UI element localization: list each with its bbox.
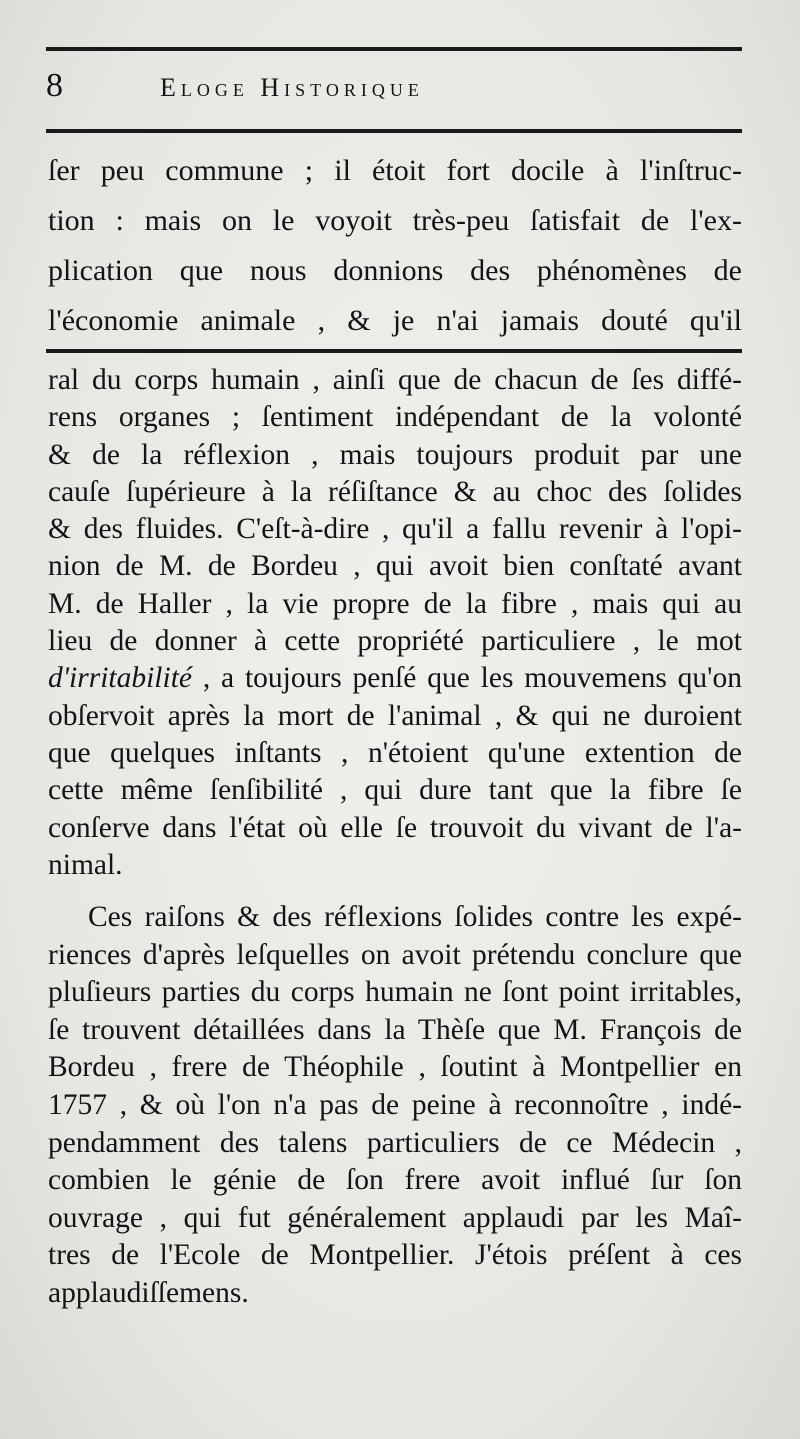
text-line: M. de Haller , la vie propre de la fibre , mais qui au — [48, 587, 742, 620]
page-number: 8 — [46, 67, 63, 104]
text-line: que quelques inſtants , n'étoient qu'une extention de — [48, 736, 742, 769]
text-line: rens organes ; ſentiment indépendant de la volonté — [48, 401, 742, 434]
text-line: & des fluides. C'eſt-à-dire , qu'il a fallu revenir à l'opi- — [48, 513, 742, 546]
text-line: lieu de donner à cette propriété particuliere , le mot — [48, 625, 742, 658]
text-line: l'économie animale , & je n'ai jamais douté qu'il — [48, 304, 742, 337]
text-line: nion de M. de Bordeu , qui avoit bien conſtaté avant — [48, 550, 742, 583]
paragraph-2 — [48, 899, 742, 1313]
text-line: pendamment des talens particuliers de ce Médecin , — [48, 1126, 742, 1159]
text-line: ral du corps humain , ainſi que de chacun de ſes diffé- — [48, 364, 742, 396]
text-line: ouvrage , qui fut généralement applaudi par les Maî- — [48, 1201, 742, 1234]
running-title: Eloge Historique — [160, 73, 424, 102]
text-line: cauſe ſupérieure à la réſiſtance & au choc des ſolides — [48, 475, 742, 508]
text-line: & de la réflexion , mais toujours produit par une — [48, 438, 742, 471]
italic-term: d'irritabilité — [48, 662, 192, 695]
text-line: nimal. — [48, 848, 123, 881]
upper-text-block — [48, 146, 742, 346]
text-line: ſer peu commune ; il étoit fort docile à l'inſtruc- — [48, 154, 742, 187]
text-line: riences d'après leſquelles on avoit prétendu conclure que — [48, 938, 742, 971]
text-line: ſe trouvent détaillées dans la Thèſe que M. François de — [48, 1013, 742, 1046]
text-line: obſervoit après la mort de l'animal , & qui ne duroient — [48, 699, 742, 732]
text-line: combien le génie de ſon frere avoit influé ſur ſon — [48, 1164, 742, 1197]
section-divider-rule — [46, 349, 742, 353]
text-line: Ces raiſons & des réflexions ſolides contre les expé- — [88, 901, 742, 933]
text-line: pluſieurs parties du corps humain ne ſont point irritables, — [48, 976, 742, 1009]
text-line: plication que nous donnions des phénomènes de — [48, 254, 742, 287]
text-line: tres de l'Ecole de Montpellier. J'étois préſent à ces — [48, 1239, 742, 1272]
text-line: tion : mais on le voyoit très-peu ſatisfait de l'ex- — [48, 204, 742, 237]
text-line: conſerve dans l'état où elle ſe trouvoit du vivant de l'a- — [48, 811, 742, 844]
text-line: 1757 , & où l'on n'a pas de peine à reconnoître , indé- — [48, 1088, 742, 1121]
text-line: Bordeu , frere de Théophile , ſoutint à Montpellier en — [48, 1051, 742, 1084]
paragraph-1 — [48, 362, 742, 884]
text-line: cette même ſenſibilité , qui dure tant que la fibre ſe — [48, 774, 742, 807]
text-line: applaudiſſemens. — [48, 1276, 249, 1309]
text-line: d'irritabilité , a toujours penſé que les mouvemens qu'on — [48, 662, 742, 695]
header-rule — [46, 129, 742, 133]
top-rule — [46, 47, 742, 51]
